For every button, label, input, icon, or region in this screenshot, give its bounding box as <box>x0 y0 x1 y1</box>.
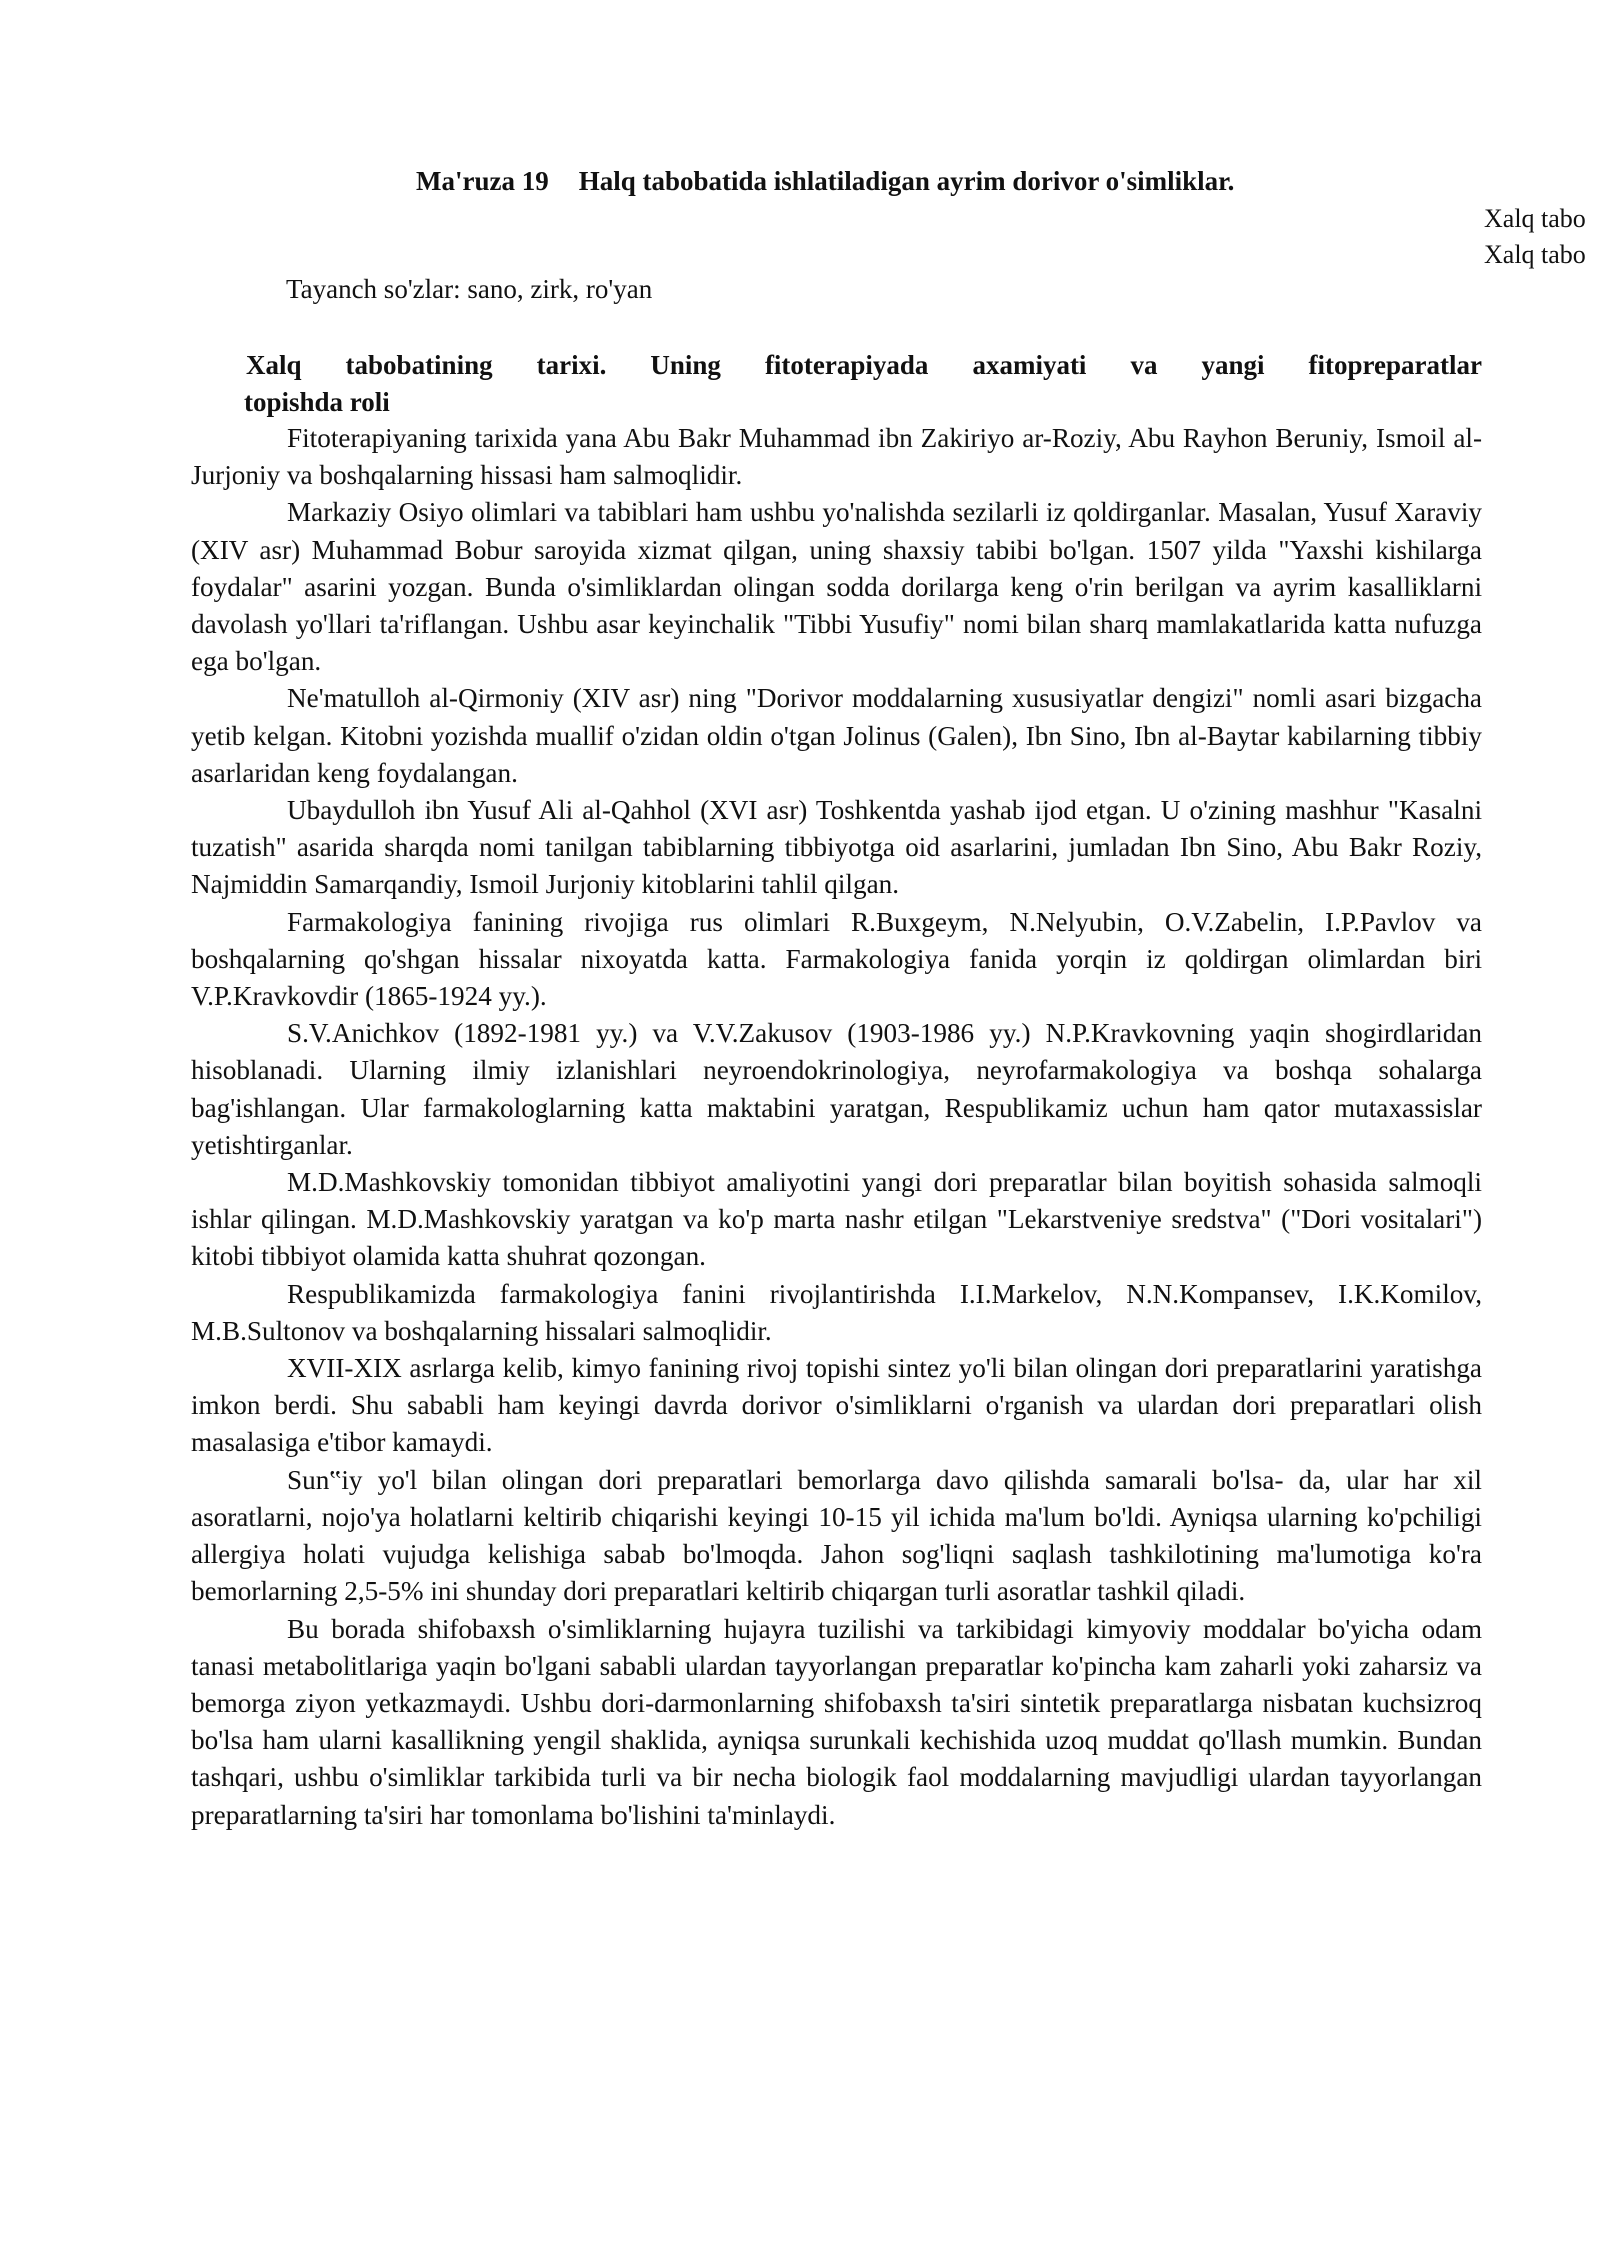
paragraph: Ubaydulloh ibn Yusuf Ali al-Qahhol (XVI asr) Toshkentda yashab ijod etgan. U o'zining mashhur "Kasalni tuzatish" asarida sharqda nomi tanilgan tabiblarning tibbiyotga oid asarlarini, jumladan Ibn Sino, Abu Bakr Roziy, Najmiddin Samarqandiy, Ismoil Jurjoniy kitoblarini tahlil qilgan. <box>191 795 1482 900</box>
lecture-number: Ma'ruza 19 <box>416 166 549 196</box>
paragraph: Markaziy Osiyo olimlari va tabiblari ham ushbu yo'nalishda sezilarli iz qoldirganlar. Masalan, Yusuf Xaraviy (XIV asr) Muhammad Bobur saroyida xizmat qilgan, uning shaxsiy tabibi bo'lgan. 1507 yilda "Yaxshi kishilarga foydalar" asarini yozgan. Bunda o'simliklardan olingan sodda dorilarga keng o'rin berilgan va ayrim kasalliklarni davolash yo'llari ta'riflangan. Ushbu asar keyinchalik "Tibbi Yusufiy" nomi bilan sharq mamlakatlarida katta nufuzga ega bo'lgan. <box>191 497 1482 677</box>
body-text <box>191 420 1482 1834</box>
paragraph: XVII-XIX asrlarga kelib, kimyo fanining rivoj topishi sintez yo'li bilan olingan dori preparatlarini yaratishga imkon berdi. Shu sababli ham keyingi davrda dorivor o'simliklarni o'rganish va ulardan dori preparatlari olish masalasiga e'tibor kamaydi. <box>191 1353 1482 1458</box>
paragraph: S.V.Anichkov (1892-1981 yy.) va V.V.Zakusov (1903-1986 yy.) N.P.Kravkovning yaqin shogirdlaridan hisoblanadi. Ularning ilmiy izlanishlari neyroendokrinologiya, neyrofarmakologiya va boshqa sohalarga bag'ishlangan. Ular farmakologlarning katta maktabini yaratgan, Respublikamiz uchun ham qator mutaxassislar yetishtirganlar. <box>191 1018 1482 1160</box>
paragraph: Bu borada shifobaxsh o'simliklarning hujayra tuzilishi va tarkibidagi kimyoviy moddalar bo'yicha odam tanasi metabolitlariga yaqin bo'lgani sababli ulardan tayyorlangan preparatlar ko'pincha kam zaharli yoki zaharsiz va bemorga ziyon yetkazmaydi. Ushbu dori-darmonlarning shifobaxsh ta'siri sintetik preparatlarga nisbatan kuchsizroq bo'lsa ham ularni kasallikning yengil shaklida, ayniqsa surunkali kechishida uzoq muddat qo'llash mumkin. Bundan tashqari, ushbu o'simliklar tarkibida turli va bir necha biologik faol moddalarning mavjudligi ulardan tayyorlangan preparatlarning ta'siri har tomonlama bo'lishini ta'minlaydi. <box>191 1613 1482 1830</box>
section-heading <box>246 347 1482 421</box>
paragraph: Ne'matulloh al-Qirmoniy (XIV asr) ning "Dorivor moddalarning xususiyatlar dengizi" nomli asari bizgacha yetib kelgan. Kitobni yozishda muallif o'zidan oldin o'tgan Jolinus (Galen), Ibn Sino, Ibn al-Baytar kabilarning tibbiy asarlaridan keng foydalangan. <box>191 683 1482 788</box>
paragraph: M.D.Mashkovskiy tomonidan tibbiyot amaliyotini yangi dori preparatlar bilan boyitish sohasida salmoqli ishlar qilingan. M.D.Mashkovskiy yaratgan va ko'p marta nashr etilgan "Lekarstveniye sredstva" ("Dori vositalari") kitobi tibbiyot olamida katta shuhrat qozongan. <box>191 1167 1482 1272</box>
paragraph: Sun‟iy yo'l bilan olingan dori preparatlari bemorlarga davo qilishda samarali bo'lsa- da, ular har xil asoratlarni, nojo'ya holatlarni keltirib chiqarishi keyingi 10-15 yil ichida ma'lum bo'ldi. Ayniqsa ularning ko'pchiligi allergiya holati vujudga kelishiga sabab bo'lmoqda. Jahon sog'liqni saqlash tashkilotining ma'lumotiga ko'ra bemorlarning 2,5-5% ini shunday dori preparatlari keltirib chiqargan turli asoratlar tashkil qiladi. <box>191 1464 1482 1607</box>
keywords-line: Tayanch so'zlar: sano, zirk, ro'yan <box>286 274 653 304</box>
margin-text-1: Xalq tabo <box>1484 204 1586 233</box>
lecture-title-text: Halq tabobatida ishlatiladigan ayrim dorivor o'simliklar. <box>578 166 1235 196</box>
section-heading-line-1: Xalq tabobatining tarixi. Uning fitoterapiyada axamiyati va yangi fitopreparatlar <box>246 350 1482 380</box>
lecture-title <box>416 166 1234 197</box>
paragraph: Fitoterapiyaning tarixida yana Abu Bakr Muhammad ibn Zakiriyo ar-Roziy, Abu Rayhon Beruniy, Ismoil al-Jurjoniy va boshqalarning hissasi ham salmoqlidir. <box>191 423 1482 491</box>
paragraph: Farmakologiya fanining rivojiga rus olimlari R.Buxgeym, N.Nelyubin, O.V.Zabelin, I.P.Pavlov va boshqalarning qo'shgan hissalar nixoyatda katta. Farmakologiya fanida yorqin iz qoldirgan olimlardan biri V.P.Kravkovdir (1865-1924 yy.). <box>191 906 1482 1012</box>
margin-text-2: Xalq tabo <box>1484 240 1586 269</box>
section-heading-line-2: topishda roli <box>244 387 390 417</box>
paragraph: Respublikamizda farmakologiya fanini rivojlantirishda I.I.Markelov, N.N.Kompansev, I.K.Komilov, M.B.Sultonov va boshqalarning hissalari salmoqlidir. <box>191 1278 1482 1346</box>
